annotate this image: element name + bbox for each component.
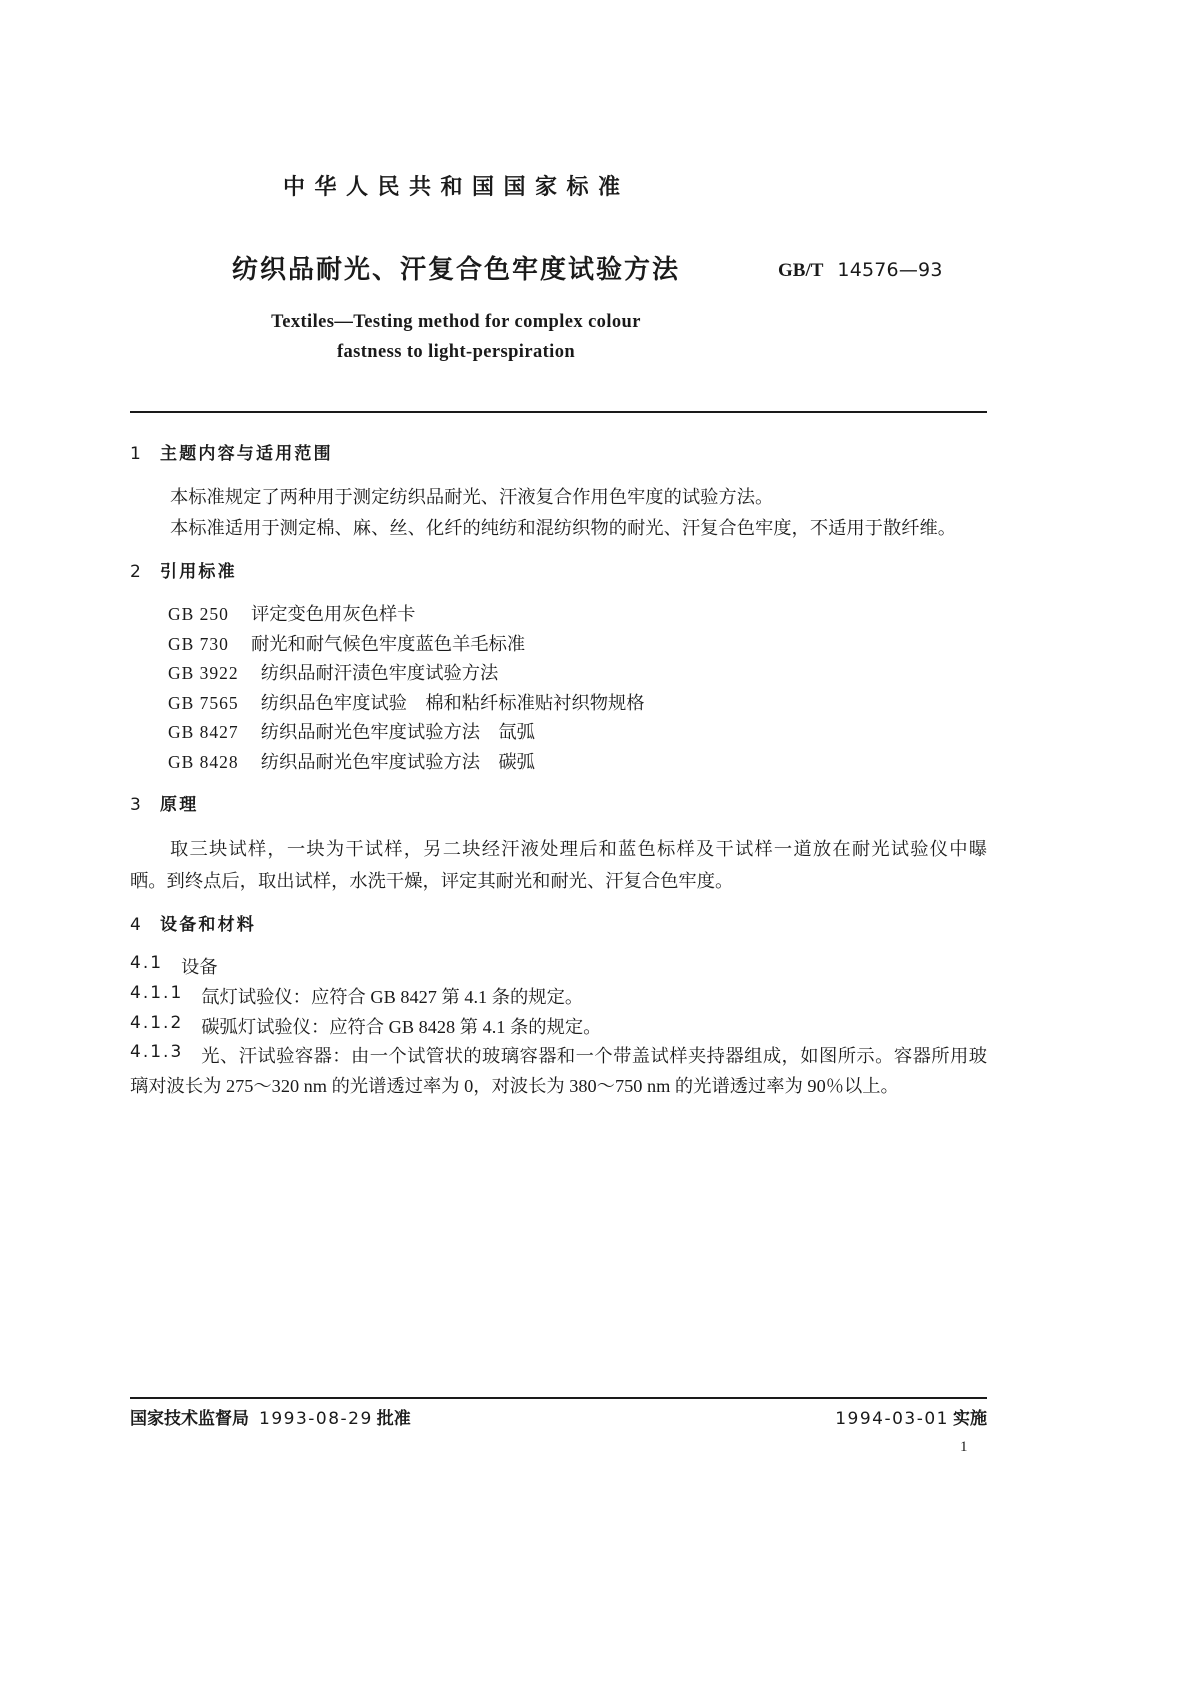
reference-code: GB 250 [168, 604, 229, 624]
reference-item [130, 659, 987, 689]
clause-text: 设备 [181, 957, 218, 977]
reference-title: 纺织品耐光色牢度试验方法 氙弧 [260, 722, 535, 742]
section-title: 原理 [160, 795, 199, 815]
section-number: 4 [130, 915, 141, 935]
standard-code-number: 14576—93 [837, 259, 943, 281]
reference-code: GB 7565 [168, 692, 239, 713]
section-number: 2 [130, 562, 141, 582]
approval-date: 1993-08-29 [259, 1409, 373, 1429]
footer-divider [130, 1397, 987, 1399]
section-number: 1 [130, 444, 141, 464]
section-title: 主题内容与适用范围 [160, 444, 333, 464]
reference-code: GB 8427 [168, 722, 239, 742]
clause-text-continuation: 璃对波长为 275～320 nm 的光谱透过率为 0，对波长为 380～750 nm 的光谱透过率为 90％以上。 [130, 1076, 899, 1096]
clause-list [130, 953, 987, 1102]
reference-title: 纺织品耐汗渍色牢度试验方法 [260, 663, 499, 683]
approval-line [130, 1404, 411, 1434]
section-heading [130, 557, 987, 589]
reference-code: GB 8428 [168, 751, 239, 772]
clause-number: 4.1.1 [130, 982, 184, 1003]
standard-title-en-line: fastness to light-perspiration [336, 342, 576, 362]
section-number: 3 [130, 795, 141, 815]
section-heading [130, 790, 987, 822]
reference-item [130, 689, 987, 719]
clause-number: 4.1 [130, 953, 164, 973]
standard-title-en-line: Textiles—Testing method for complex colour [271, 312, 641, 332]
page-number: 1 [960, 1439, 968, 1455]
clause-4-1-1 [130, 983, 987, 1013]
reference-item [130, 748, 987, 778]
clause-number: 4.1.2 [130, 1012, 184, 1033]
clause-text: 光、汗试验容器：由一个试管状的玻璃容器和一个带盖试样夹持器组成，如图所示。容器所用玻 [201, 1046, 987, 1067]
clause-4-1-3 [130, 1042, 987, 1072]
section-title: 设备和材料 [160, 915, 256, 935]
reference-code: GB 730 [168, 633, 229, 654]
clause-text: 氙灯试验仪：应符合 GB 8427 第 4.1 条的规定。 [201, 986, 584, 1007]
standard-code [778, 256, 943, 288]
reference-item [130, 718, 987, 748]
implementation-label: 实施 [953, 1409, 987, 1429]
reference-title: 纺织品色牢度试验 棉和粘纤标准贴衬织物规格 [260, 692, 645, 713]
approval-label: 批准 [376, 1409, 411, 1429]
clause-number: 4.1.3 [130, 1042, 184, 1063]
section-heading [130, 439, 987, 471]
document-body [130, 439, 987, 1102]
reference-list [130, 600, 987, 777]
reference-title: 评定变色用灰色样卡 [250, 604, 416, 624]
header-divider [130, 411, 987, 413]
standard-title-cn: 纺织品耐光、汗复合色牢度试验方法 [232, 255, 681, 285]
section-body [130, 833, 987, 897]
reference-item [130, 600, 987, 630]
reference-code: GB 3922 [168, 663, 239, 683]
paragraph-line: 晒。到终点后，取出试样，水洗干燥，评定其耐光和耐光、汗复合色牢度。 [130, 871, 734, 891]
approval-authority: 国家技术监督局 [130, 1409, 249, 1429]
clause-4-1 [130, 953, 987, 983]
reference-title: 纺织品耐光色牢度试验方法 碳弧 [260, 751, 535, 772]
reference-title: 耐光和耐气候色牢度蓝色羊毛标准 [250, 633, 526, 654]
paragraph: 本标准适用于测定棉、麻、丝、化纤的纯纺和混纺织物的耐光、汗复合色牢度，不适用于散纤维。 [170, 518, 957, 538]
section-heading [130, 910, 987, 942]
implementation-date: 1994-03-01 [835, 1409, 949, 1429]
paragraph-line: 取三块试样，一块为干试样，另二块经汗液处理后和蓝色标样及干试样一道放在耐光试验仪中曝 [170, 839, 987, 859]
implementation-line [835, 1404, 987, 1434]
standard-code-prefix: GB/T [778, 260, 824, 281]
clause-4-1-2 [130, 1013, 987, 1043]
paragraph: 本标准规定了两种用于测定纺织品耐光、汗液复合作用色牢度的试验方法。 [170, 487, 774, 507]
reference-item [130, 630, 987, 660]
clause-text: 碳弧灯试验仪：应符合 GB 8428 第 4.1 条的规定。 [201, 1016, 602, 1037]
national-standard-heading: 中华人民共和国国家标准 [283, 175, 630, 200]
section-body [130, 482, 987, 544]
section-title: 引用标准 [160, 562, 237, 582]
